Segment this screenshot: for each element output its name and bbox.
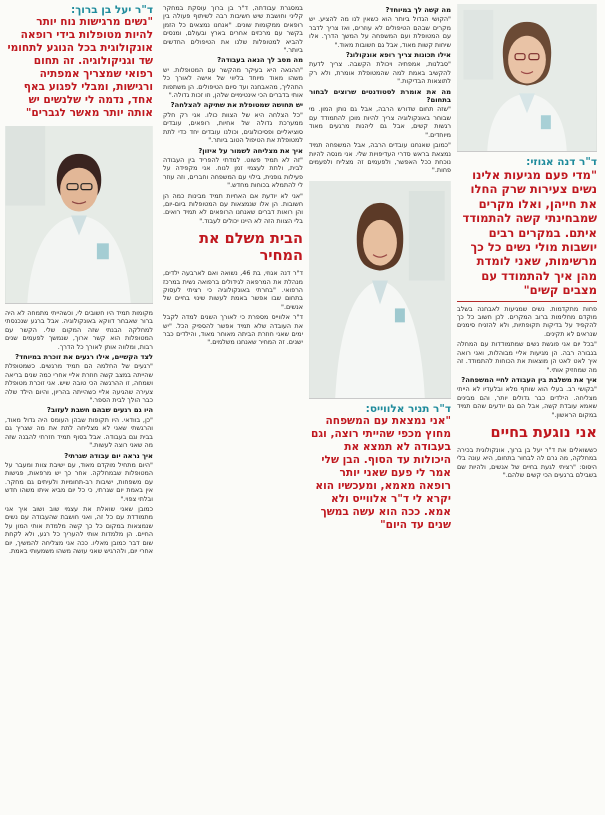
portrait-dana-agozi bbox=[457, 4, 597, 152]
portrait-tanir-alweiss bbox=[309, 181, 451, 399]
paragraph: "רגעים של החלמה הם תמיד מרגשים. כשמטופלת שהייתה במצב קשה חוזרת אליי אחרי כמה שנים בריאה ושמחה, זו ההרגשה הכי טובה שיש. אני זוכרת מטופלת צעירה שהגיעה אליי כשהייתה בהריון, והיום הילד שלה כבר הולך לבית הספר." bbox=[5, 362, 153, 405]
paragraph: ד"ר אלווייס מספרת כי לאורך השנים למדה לקבל את העובדה שלא תמיד אפשר להספיק הכל. "יש ימים שאני חוזרת הביתה מאוחר מאוד, והילדים כבר ישנים. זה המחיר שאנחנו משלמים." bbox=[163, 313, 303, 347]
subheading: איך את מצליחה לשמור על איזון? bbox=[198, 146, 303, 155]
subheading: איך נראה יום עבודה שגרתי? bbox=[64, 451, 153, 460]
section-heading-family: הבית משלם את המחיר bbox=[199, 231, 303, 265]
portrait-image bbox=[457, 4, 597, 151]
subheading: יש תחושה שמטופלת את שתיקה להצלחה? bbox=[170, 101, 303, 110]
paragraph: "אני לא יודעת אם האחיות תמיד מבינות כמה הן חשובות. הן אלו שנמצאות עם המטופלות ביום-יום, והן רואות דברים שאנחנו הרופאים לא תמיד רואים. בלי הצוות הזה לא היינו יכולים לעבוד." bbox=[163, 191, 303, 225]
portrait-yael-ben-baruch bbox=[5, 126, 153, 304]
yael-quote-name: ד"ר יעל בן ברוך: bbox=[71, 4, 153, 16]
paragraph: "ההנאה היא בעיקר מהקשר עם המטופלות. יש משהו מאוד מיוחד בליווי של אישה לאורך כל התהליך, מהאבחנה ועד סיום הטיפולים. הן משתפות אותי בדברים הכי אינטימיים שלהן, וזו זכות גדולה." bbox=[163, 65, 303, 100]
column-d bbox=[5, 4, 153, 815]
column-c-body bbox=[163, 4, 303, 225]
paragraph: כששואלים את ד"ר יעל בן ברוך, אונקולוגית בכירה במחלקה, מה גרם לה לבחור בתחום, היא עונה בלי היסוס: "רציתי לגעת בחיים של אנשים, ולהיות שם בשבילם ברגעים הכי קשים שלהם." bbox=[457, 445, 597, 480]
column-d-body bbox=[5, 309, 153, 555]
tanir-pull-quote: "אני נמצאת עם המשפחה מחוץ מכפי שהייתי רוצה, וגם בעבודה לא תמצא את היכולות עד הסוף. הבן שלי אמר לי פעם שאני יותר רופאה מאמא, ומעכשיו הוא יקרא לי ד"ר אלווייס ולא אמא. ככה הוא עשה במשך שנים עד היום" bbox=[311, 414, 451, 531]
column-b bbox=[309, 4, 451, 815]
paragraph: מקומות תמיד היו חשובים לי, וכשהייתי מתמחה לא היה ברור שאבחר דווקא באונקולוגיה. אבל ברגע שנכנסתי למחלקה הבנתי שזה המקום שלי. הקשר עם המטופלות הוא קשר ארוך, שנמשך לפעמים שנים רבות, ומלווה אותן לאורך כל הדרך. bbox=[5, 309, 153, 351]
paragraph: "שזה תחום שדורש הרבה, אבל גם נותן המון. מי שבוחר באונקולוגיה צריך להיות מוכן להתמודד עם רגשות קשים, אבל גם ליהנות מרגעים מאוד מיוחדים." bbox=[309, 105, 451, 139]
paragraph: "היום מתחיל מוקדם מאוד, עם ישיבת צוות ומעבר על המטופלות שבמחלקה. אחר כך יש מרפאות, פגישות עם משפחות, ישיבות רב-תחומיות ולעיתים גם מחקר. אין באמת יום שגרתי, כי כל יום מביא איתו משהו חדש ובלתי צפוי." bbox=[5, 460, 153, 503]
paragraph: ד"ר דנה אגוזי, בת 46, נשואה ואם לארבעה ילדים, מנהלת את המרפאה לגידולים ברפואה נשית במרכז הרפואי. "בחרתי באונקולוגיה כי רציתי לעסוק בתחום שבו אפשר באמת לעשות שינוי בחיים של אנשים." bbox=[163, 269, 303, 311]
column-a-body bbox=[457, 305, 597, 419]
paragraph: במסגרת עבודתה, ד"ר בן ברוך עוסקת במחקר קליני וחושבת שיש חשיבות רבה לשיתוף פעולה בין רופאים ממקומות שונים. "אנחנו נמצאים כל הזמן בקשר עם מרכזים אחרים בארץ ובעולם, ומנסים להביא למטופלות שלנו את הטיפולים החדשים ביותר." bbox=[163, 4, 303, 55]
tanir-quote-name: ד"ר תניר אלווייס: bbox=[365, 402, 451, 415]
column-a-body-end bbox=[457, 446, 597, 480]
dana-quote-name: ד"ר דנה אגוזי: bbox=[526, 156, 597, 168]
portrait-image bbox=[309, 181, 451, 398]
paragraph: "בכל יום אני פוגשת נשים שמתמודדות עם המחלה בגבורה רבה. הן מגיעות אליי מבוהלות, ואני רואה איך לאט לאט הן מוצאות את הכוחות להתמודד. זה מה שמחזיק אותי." bbox=[457, 340, 597, 374]
paragraph: "כן, בוודאי. היו תקופות שבהן העומס היה גדול מאוד, והרגשתי שאני לא מצליחה לתת את מה שצריך גם בבית וגם בעבודה. אבל בסוף תמיד חזרתי להבנה שזה מה שאני רוצה לעשות." bbox=[5, 415, 153, 450]
paragraph: "הקושי הגדול ביותר הוא כשאין לנו מה להציע. יש מקרים שבהם הטיפולים לא עוזרים, ואז צריך לדבר עם המטופלת ועם המשפחה על המשך הדרך. אלו שיחות קשות מאוד, אבל גם חשובות מאוד." bbox=[309, 15, 451, 49]
subheading: לצד הקשיים, אילו רגעים את זוכרת במיוחד? bbox=[15, 353, 153, 362]
subheading: מה את אומרת לסטודנטים שרוצים לבחור בתחום? bbox=[309, 87, 451, 105]
paragraph: "בקושי רב. בעלי הוא שותף מלא ובלעדיו לא הייתי מצליחה. הילדים כבר גדולים יותר, והם מבינים שאמא עובדת קשה, אבל הם גם יודעים שהם תמיד במקום הראשון." bbox=[457, 385, 597, 419]
paragraph: "סבלנות, אמפתיה ויכולת הקשבה. צריך לדעת להקשיב באמת למה שהמטופלת אומרת, ולא רק לתוצאות הבדיקות." bbox=[309, 60, 451, 86]
yael-pull-quote: "נשים מרגישות נוח יותר להיות מטופלות בידי רופאה אונקולוגית בכל הנוגע לתחומי שד וגניקולוגיה. זה תחום רפואי שמצריך אמפתיה ורגישות, ומבלי לפגוע באף אחד, נדמה לי שלנשים יש אותה יותר מאשר לגברים" bbox=[7, 16, 153, 119]
portrait-image bbox=[5, 126, 153, 303]
subheading: איך את משלבת בין העבודה לחיי המשפחה? bbox=[461, 375, 597, 384]
subheading: מה קשה לך במיוחד? bbox=[385, 6, 451, 14]
column-b-body bbox=[309, 6, 451, 175]
column-c-body-end bbox=[163, 269, 303, 347]
subheading: היו גם רגעים שבהם חשבת לעזוב? bbox=[46, 406, 153, 415]
paragraph: "כמובן שאנחנו עובדים הרבה, אבל המשפחה תמיד נמצאת בראש סדרי העדיפויות שלי. אני מנסה להיות נוכחת ככל האפשר, ולפעמים זה מצליח ולפעמים פחות." bbox=[309, 141, 451, 175]
subheading: מה מסב לך הנאה בעבודה? bbox=[217, 56, 303, 65]
paragraph: "זה לא תמיד פשוט. למדתי להפריד בין העבודה לבית, ולתת לעצמי זמן לנוח. אני מקפידה על פעילות גופנית, בילוי עם המשפחה וחברים, וזה עוזר לי להתמלא בכוחות מחדש." bbox=[163, 155, 303, 190]
paragraph: פחות מתקדמות. נשים שמגיעות לאבחנה בשלב מוקדם מחלימות ברוב המקרים. לכן חשוב כל כך להקפיד על בדיקות תקופתיות, ולא להזניח סימנים שנראים לא תקינים. bbox=[457, 304, 597, 338]
column-a bbox=[457, 4, 597, 815]
paragraph: כמובן שאני שואלת את עצמי שוב ושוב איך אני מתמודדת עם כל זה, ואני חושבת שהעבודה עם נשים שנמצאות במקום כל כך קשה מלמדת אותי המון על החיים. הן מלמדות אותי להעריך כל רגע, ולא לקחת שום דבר כמובן מאליו. ככה אני מצליחה להמשיך, יום אחרי יום, ולהרגיש שאני עושה משהו משמעותי באמת. bbox=[5, 504, 153, 555]
section-heading-touching: אני נוגעת בחיים bbox=[490, 424, 597, 441]
column-c bbox=[163, 4, 303, 815]
subheading: אילו תכונות צריך רופא אונקולוג? bbox=[345, 51, 451, 60]
divider bbox=[457, 301, 597, 302]
paragraph: "כל הצלחה היא של הצוות כולו. אני רק חלק ממערכת גדולה של אחיות, רופאים, עובדים סוציאליים ופסיכולוגים, וכולנו עובדים יחד כדי לתת למטופלת את הטיפול הטוב ביותר." bbox=[163, 110, 303, 145]
dana-pull-quote: "מדי פעם מגיעות אלינו נשים צעירות שרק החלו את חייהן, ואלו מקרים שמבחינתי קשה להתמודד איתם. במקרים רבים יושבות מולי נשים כל כך מרשימות, שאני לומדת מהן איך להתמודד עם מצבים קשים" bbox=[462, 168, 597, 298]
